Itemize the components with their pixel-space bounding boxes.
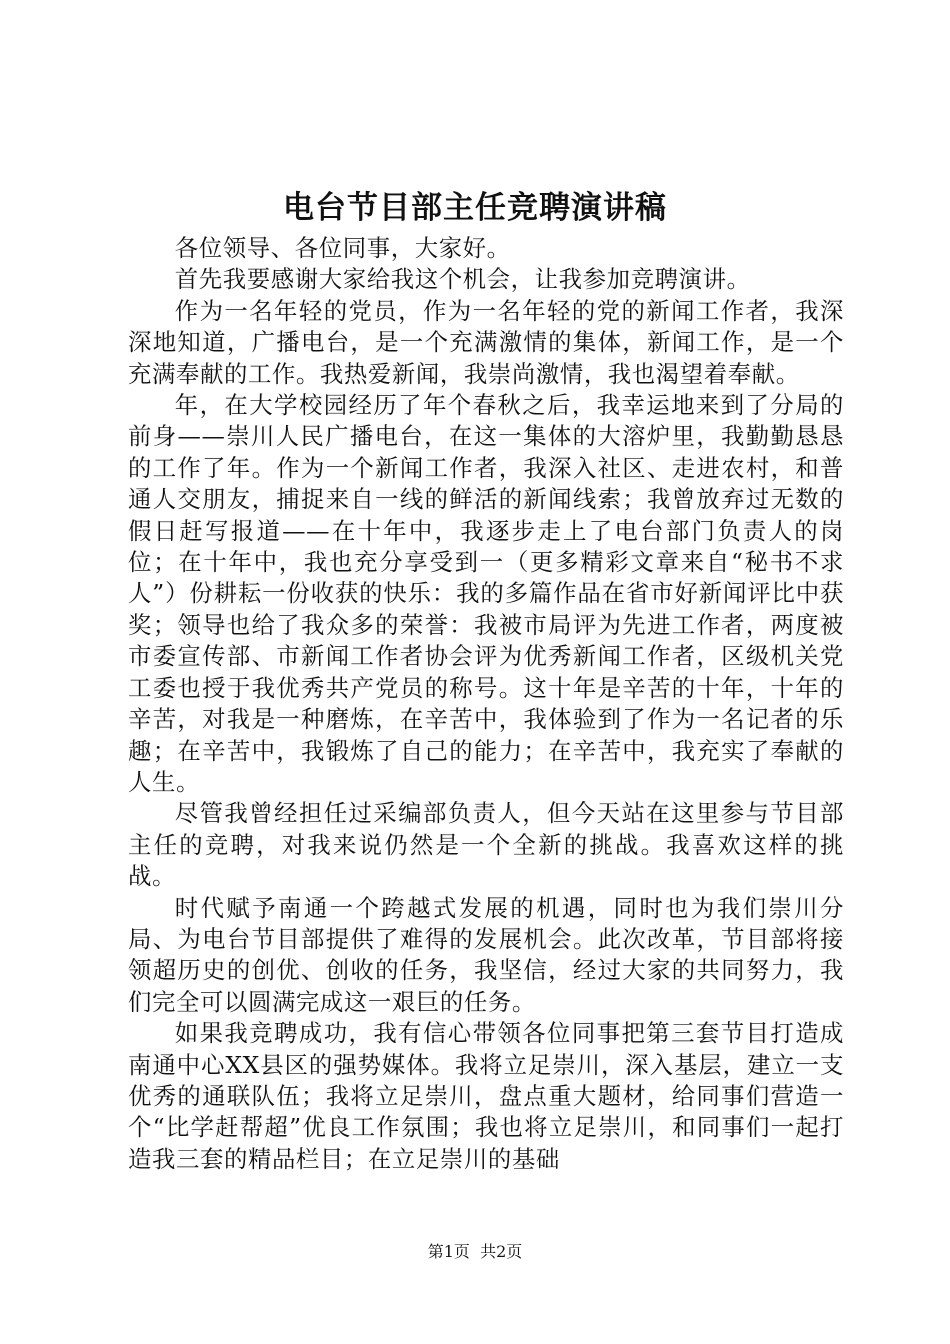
page-total: 共2页: [480, 1242, 523, 1261]
paragraph: 各位领导、各位同事，大家好。: [174, 234, 511, 262]
page-footer: [0, 1240, 950, 1264]
page-number: 第1页: [427, 1242, 470, 1261]
document-title: 电台节目部主任竞聘演讲稿: [283, 190, 667, 226]
paragraph: 年，在大学校园经历了年个春秋之后，我幸运地来到了分局的前身——崇川人民广播电台，在这一集体的大溶炉里，我勤勤恳恳的工作了年。作为一个新闻工作者，我深入社区、走进农村，和普通人交朋友，捕捉来自一线的鲜活的新闻线索；我曾放弃过无数的假日赶写报道——在十年中，我逐步走上了电台部门负责人的岗位；在十年中，我也充分享受到一（更多精彩文章来自“秘书不求人”）份耕耘一份收获的快乐：我的多篇作品在省市好新闻评比中获奖；领导也给了我众多的荣誉：我被市局评为先进工作者，两度被市委宣传部、市新闻工作者协会评为优秀新闻工作者，区级机关党工委也授于我优秀共产党员的称号。这十年是辛苦的十年，十年的辛苦，对我是一种磨炼，在辛苦中，我体验到了作为一名记者的乐趣；在辛苦中，我锻炼了自己的能力；在辛苦中，我充实了奉献的人生。: [128, 391, 844, 796]
paragraph: 如果我竞聘成功，我有信心带领各位同事把第三套节目打造成南通中心XX县区的强势媒体。我将立足崇川，深入基层，建立一支优秀的通联队伍；我将立足崇川，盘点重大题材，给同事们营造一个“比学赶帮超”优良工作氛围；我也将立足崇川，和同事们一起打造我三套的精品栏目；在立足崇川的基础: [128, 1019, 844, 1173]
paragraph: 首先我要感谢大家给我这个机会，让我参加竞聘演讲。: [174, 265, 751, 294]
paragraph: 时代赋予南通一个跨越式发展的机遇，同时也为我们崇川分局、为电台节目部提供了难得的发展机会。此次改革，节目部将接领超历史的创优、创收的任务，我坚信，经过大家的共同努力，我们完全可以圆满完成这一艰巨的任务。: [128, 893, 844, 1016]
paragraph: 尽管我曾经担任过采编部负责人，但今天站在这里参与节目部主任的竞聘，对我来说仍然是一个全新的挑战。我喜欢这样的挑战。: [128, 799, 844, 891]
document-body: [128, 233, 844, 1175]
paragraph: 作为一名年轻的党员，作为一名年轻的党的新闻工作者，我深深地知道，广播电台，是一个充满激情的集体，新闻工作，是一个充满奉献的工作。我热爱新闻，我崇尚激情，我也渴望着奉献。: [128, 296, 844, 388]
